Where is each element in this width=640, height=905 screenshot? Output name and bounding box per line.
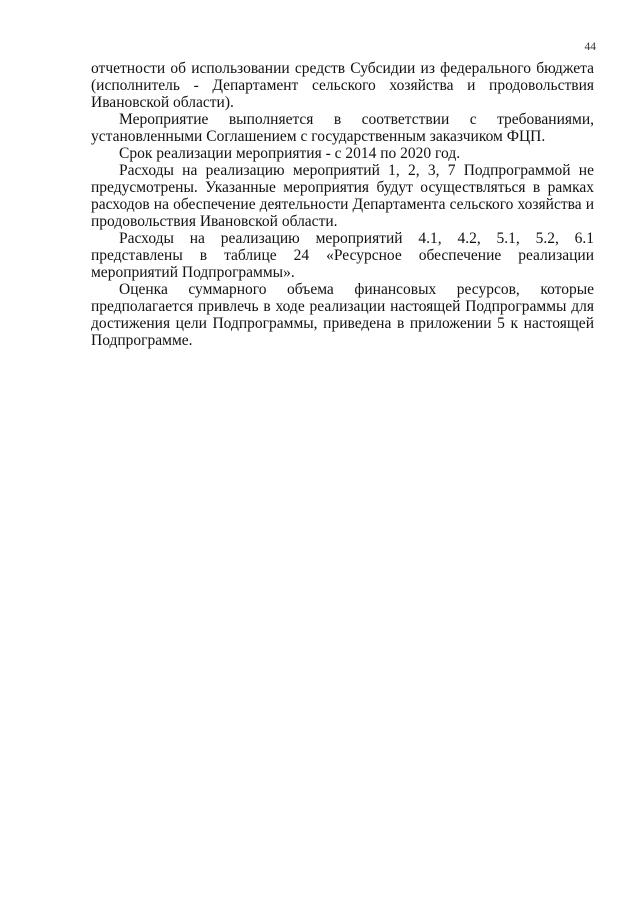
paragraph-measure-requirements: Мероприятие выполняется в соответствии с требованиями, установленными Соглашением с государственным заказчиком ФЦП. — [91, 111, 594, 145]
paragraph-financial-resources-assessment: Оценка суммарного объема финансовых ресурсов, которые предполагается привлечь в ходе реализации настоящей Подпрограммы для достижения цели Подпрограммы, приведена в приложении 5 к настоящей Подпрограмме. — [91, 281, 594, 349]
body-text — [91, 60, 594, 349]
paragraph-continuation: отчетности об использовании средств Субсидии из федерального бюджета (исполнитель - Департамент сельского хозяйства и продовольствия Ивановской области). — [91, 60, 594, 111]
paragraph-expenses-table-reference: Расходы на реализацию мероприятий 4.1, 4.2, 5.1, 5.2, 6.1 представлены в таблице 24 «Ресурсное обеспечение реализации мероприятий Подпрограммы». — [91, 230, 594, 281]
paragraph-implementation-period: Срок реализации мероприятия - с 2014 по 2020 год. — [119, 145, 461, 162]
paragraph-expenses-not-provided: Расходы на реализацию мероприятий 1, 2, 3, 7 Подпрограммой не предусмотрены. Указанные мероприятия будут осуществляться в рамках расходов на обеспечение деятельности Департамента сельского хозяйства и продовольствия Ивановской области. — [91, 162, 594, 230]
page-number: 44 — [584, 41, 596, 53]
